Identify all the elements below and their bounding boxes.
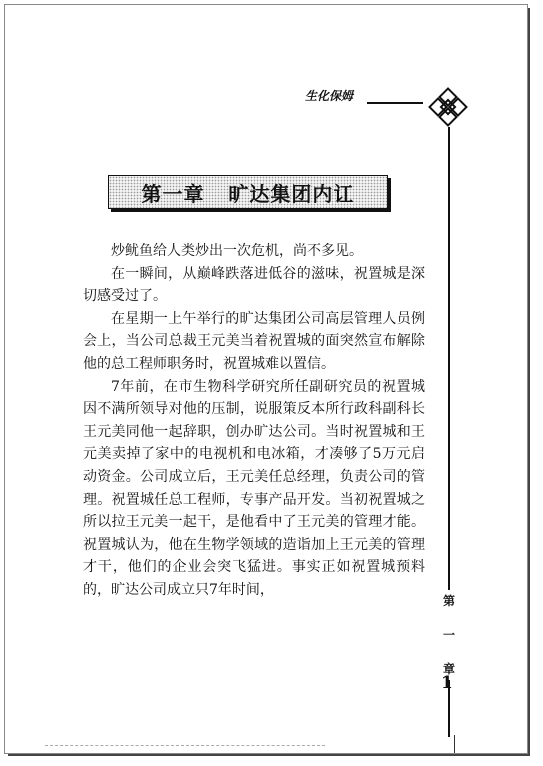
body-text xyxy=(83,240,425,602)
side-chapter-label xyxy=(439,590,459,680)
side-label-char: 一 xyxy=(442,628,455,642)
paragraph: 7年前，在市生物科学研究所任副研究员的祝置城因不满所领导对他的压制，说服策反本所行政科副科长王元美同他一起辞职，创办旷达公司。当时祝置城和王元美卖掉了家中的电视机和电冰箱，才凑够了5万元启动资金。公司成立后，王元美任总经理，负责公司的管理。祝置城任总工程师，专事产品开发。当初祝置城之所以拉王元美一起干，是他看中了王元美的管理才能。祝置城认为，他在生物学领域的造诣加上王元美的管理才干，他们的企业会突飞猛进。事实正如祝置城预料的，旷达公司成立只7年时间， xyxy=(83,378,425,598)
chapter-title-box xyxy=(108,175,388,209)
running-header-title: 生化保姆 xyxy=(305,89,354,103)
knot-ornament-icon xyxy=(428,87,468,127)
side-label-char: 第 xyxy=(442,594,455,608)
paragraph: 在一瞬间，从巅峰跌落进低谷的滋味，祝置城是深切感受过了。 xyxy=(83,265,425,305)
paragraph: 在星期一上午举行的旷达集团公司高层管理人员例会上，当公司总裁王元美当着祝置城的面突然宣布解除他的总工程师职务时，祝置城难以置信。 xyxy=(83,310,425,372)
page-number: 1 xyxy=(441,673,453,693)
bottom-scan-marks xyxy=(45,745,325,746)
margin-lower-rule xyxy=(454,735,455,754)
chapter-title: 第一章 旷达集团内讧 xyxy=(141,181,355,206)
book-page xyxy=(4,4,528,754)
side-label-char: 章 xyxy=(442,662,455,676)
header-rule xyxy=(367,102,423,104)
paragraph: 炒鱿鱼给人类炒出一次危机，尚不多见。 xyxy=(111,243,363,259)
